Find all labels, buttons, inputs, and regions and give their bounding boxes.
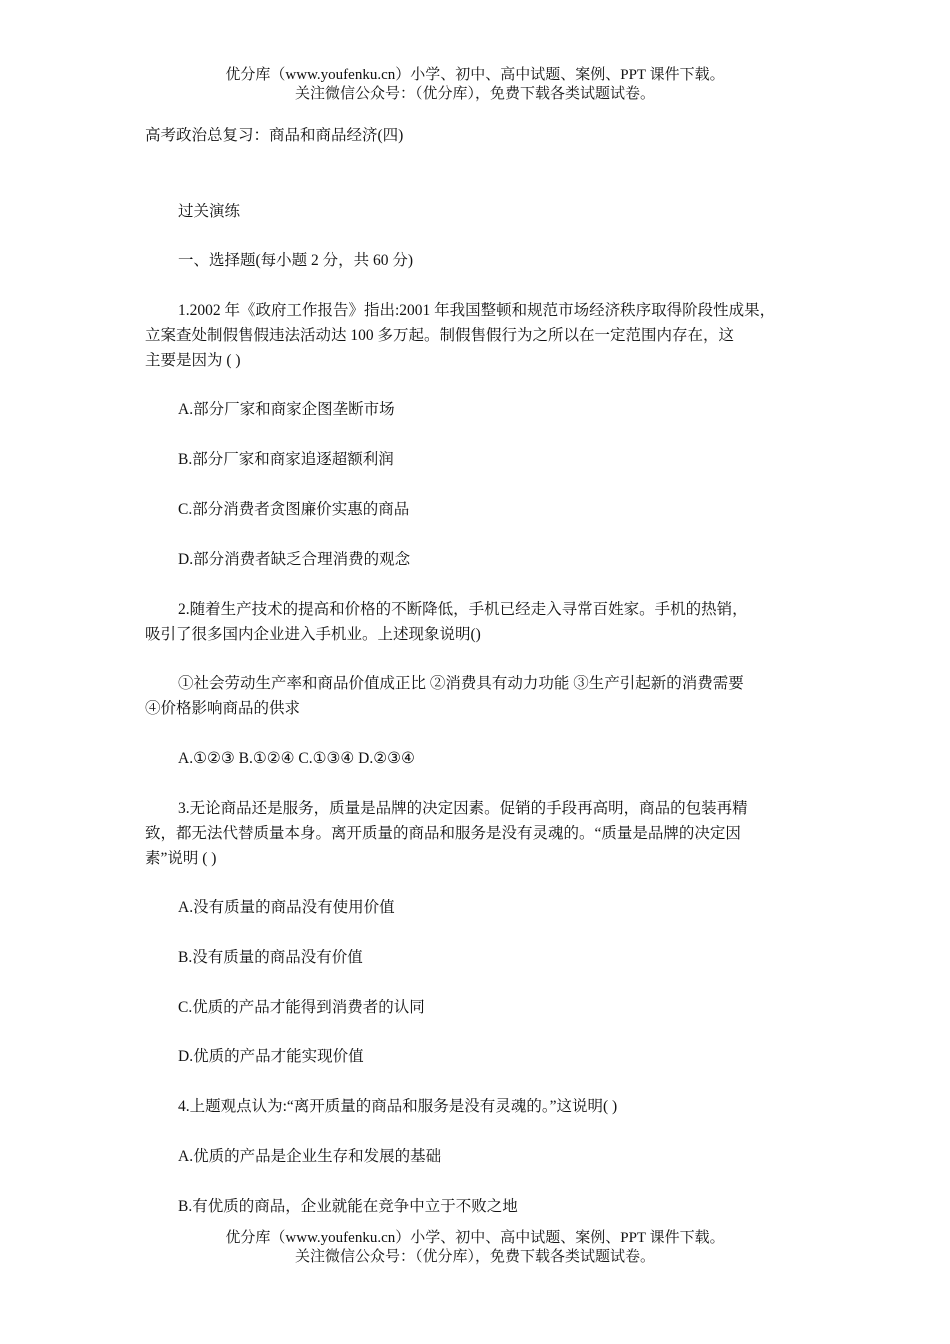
- q1-option-b: [145, 447, 848, 472]
- q3-line-1: 3.无论商品还是服务，质量是品牌的决定因素。促销的手段再高明，商品的包装再精: [178, 800, 748, 817]
- q4-option-a-text: A.优质的产品是企业生存和发展的基础: [178, 1148, 442, 1165]
- q3-line-2: 致，都无法代替质量本身。离开质量的商品和服务是没有灵魂的。“质量是品牌的决定因: [145, 825, 741, 842]
- q4-option-b-text: B.有优质的商品，企业就能在竞争中立于不败之地: [178, 1198, 518, 1215]
- section-text: 过关演练: [178, 203, 241, 220]
- document-title: [145, 123, 815, 148]
- q1-option-a: [145, 397, 848, 422]
- q2-statements-line-1: ①社会劳动生产率和商品价值成正比 ②消费具有动力功能 ③生产引起新的消费需要: [178, 675, 744, 692]
- q1-line-1: 1.2002 年《政府工作报告》指出:2001 年我国整顿和规范市场经济秩序取得阶段性成果，: [178, 302, 776, 319]
- part-text: 一、选择题(每小题 2 分，共 60 分): [178, 252, 414, 269]
- q3-option-a: [145, 895, 848, 920]
- section-heading: [145, 199, 848, 224]
- q4-option-b: [145, 1194, 848, 1219]
- header-line-2: 关注微信公众号：（优分库），免费下载各类试题试卷。: [294, 86, 655, 102]
- q2-options-text: A.①②③ B.①②④ C.①③④ D.②③④: [178, 750, 415, 767]
- q1-line-3: 主要是因为 ( ): [145, 352, 241, 369]
- q4-line-1: 4.上题观点认为:“离开质量的商品和服务是没有灵魂的。”这说明( ): [178, 1098, 618, 1115]
- q3-option-b-text: B.没有质量的商品没有价值: [178, 949, 363, 966]
- q2-options: [145, 746, 848, 771]
- q3-option-a-text: A.没有质量的商品没有使用价值: [178, 899, 395, 916]
- q2-line-2: 吸引了很多国内企业进入手机业。上述现象说明(): [145, 626, 481, 643]
- question-3-stem: [145, 796, 815, 871]
- header-line-1: 优分库（www.youfenku.cn）小学、初中、高中试题、案例、PPT 课件下载。: [225, 67, 725, 83]
- q1-option-c-text: C.部分消费者贪图廉价实惠的商品: [178, 501, 410, 518]
- footer-line-2: 关注微信公众号：（优分库），免费下载各类试题试卷。: [294, 1249, 655, 1265]
- q1-option-d-text: D.部分消费者缺乏合理消费的观念: [178, 551, 411, 568]
- page-header: [0, 66, 950, 104]
- q4-option-a: [145, 1144, 848, 1169]
- q3-option-d-text: D.优质的产品才能实现价值: [178, 1048, 364, 1065]
- q3-option-d: [145, 1044, 848, 1069]
- q3-option-b: [145, 945, 848, 970]
- page-footer: [0, 1229, 950, 1267]
- question-2-statements: [145, 671, 815, 721]
- question-2-stem: [145, 597, 815, 647]
- title-text: 高考政治总复习：商品和商品经济(四): [145, 127, 404, 144]
- question-4-stem: [145, 1094, 848, 1119]
- q2-statements-line-2: ④价格影响商品的供求: [145, 700, 301, 717]
- q3-option-c: [145, 995, 848, 1020]
- q3-option-c-text: C.优质的产品才能得到消费者的认同: [178, 999, 425, 1016]
- question-1-stem: [145, 298, 815, 373]
- footer-line-1: 优分库（www.youfenku.cn）小学、初中、高中试题、案例、PPT 课件下载。: [225, 1230, 725, 1246]
- q1-option-c: [145, 497, 848, 522]
- q2-line-1: 2.随着生产技术的提高和价格的不断降低，手机已经走入寻常百姓家。手机的热销，: [178, 601, 748, 618]
- q1-option-b-text: B.部分厂家和商家追逐超额利润: [178, 451, 394, 468]
- part-heading: [145, 248, 848, 273]
- q3-line-3: 素”说明 ( ): [145, 850, 217, 867]
- q1-option-d: [145, 547, 848, 572]
- q1-line-2: 立案查处制假售假违法活动达 100 多万起。制假售假行为之所以在一定范围内存在，这: [145, 327, 735, 344]
- q1-option-a-text: A.部分厂家和商家企图垄断市场: [178, 401, 395, 418]
